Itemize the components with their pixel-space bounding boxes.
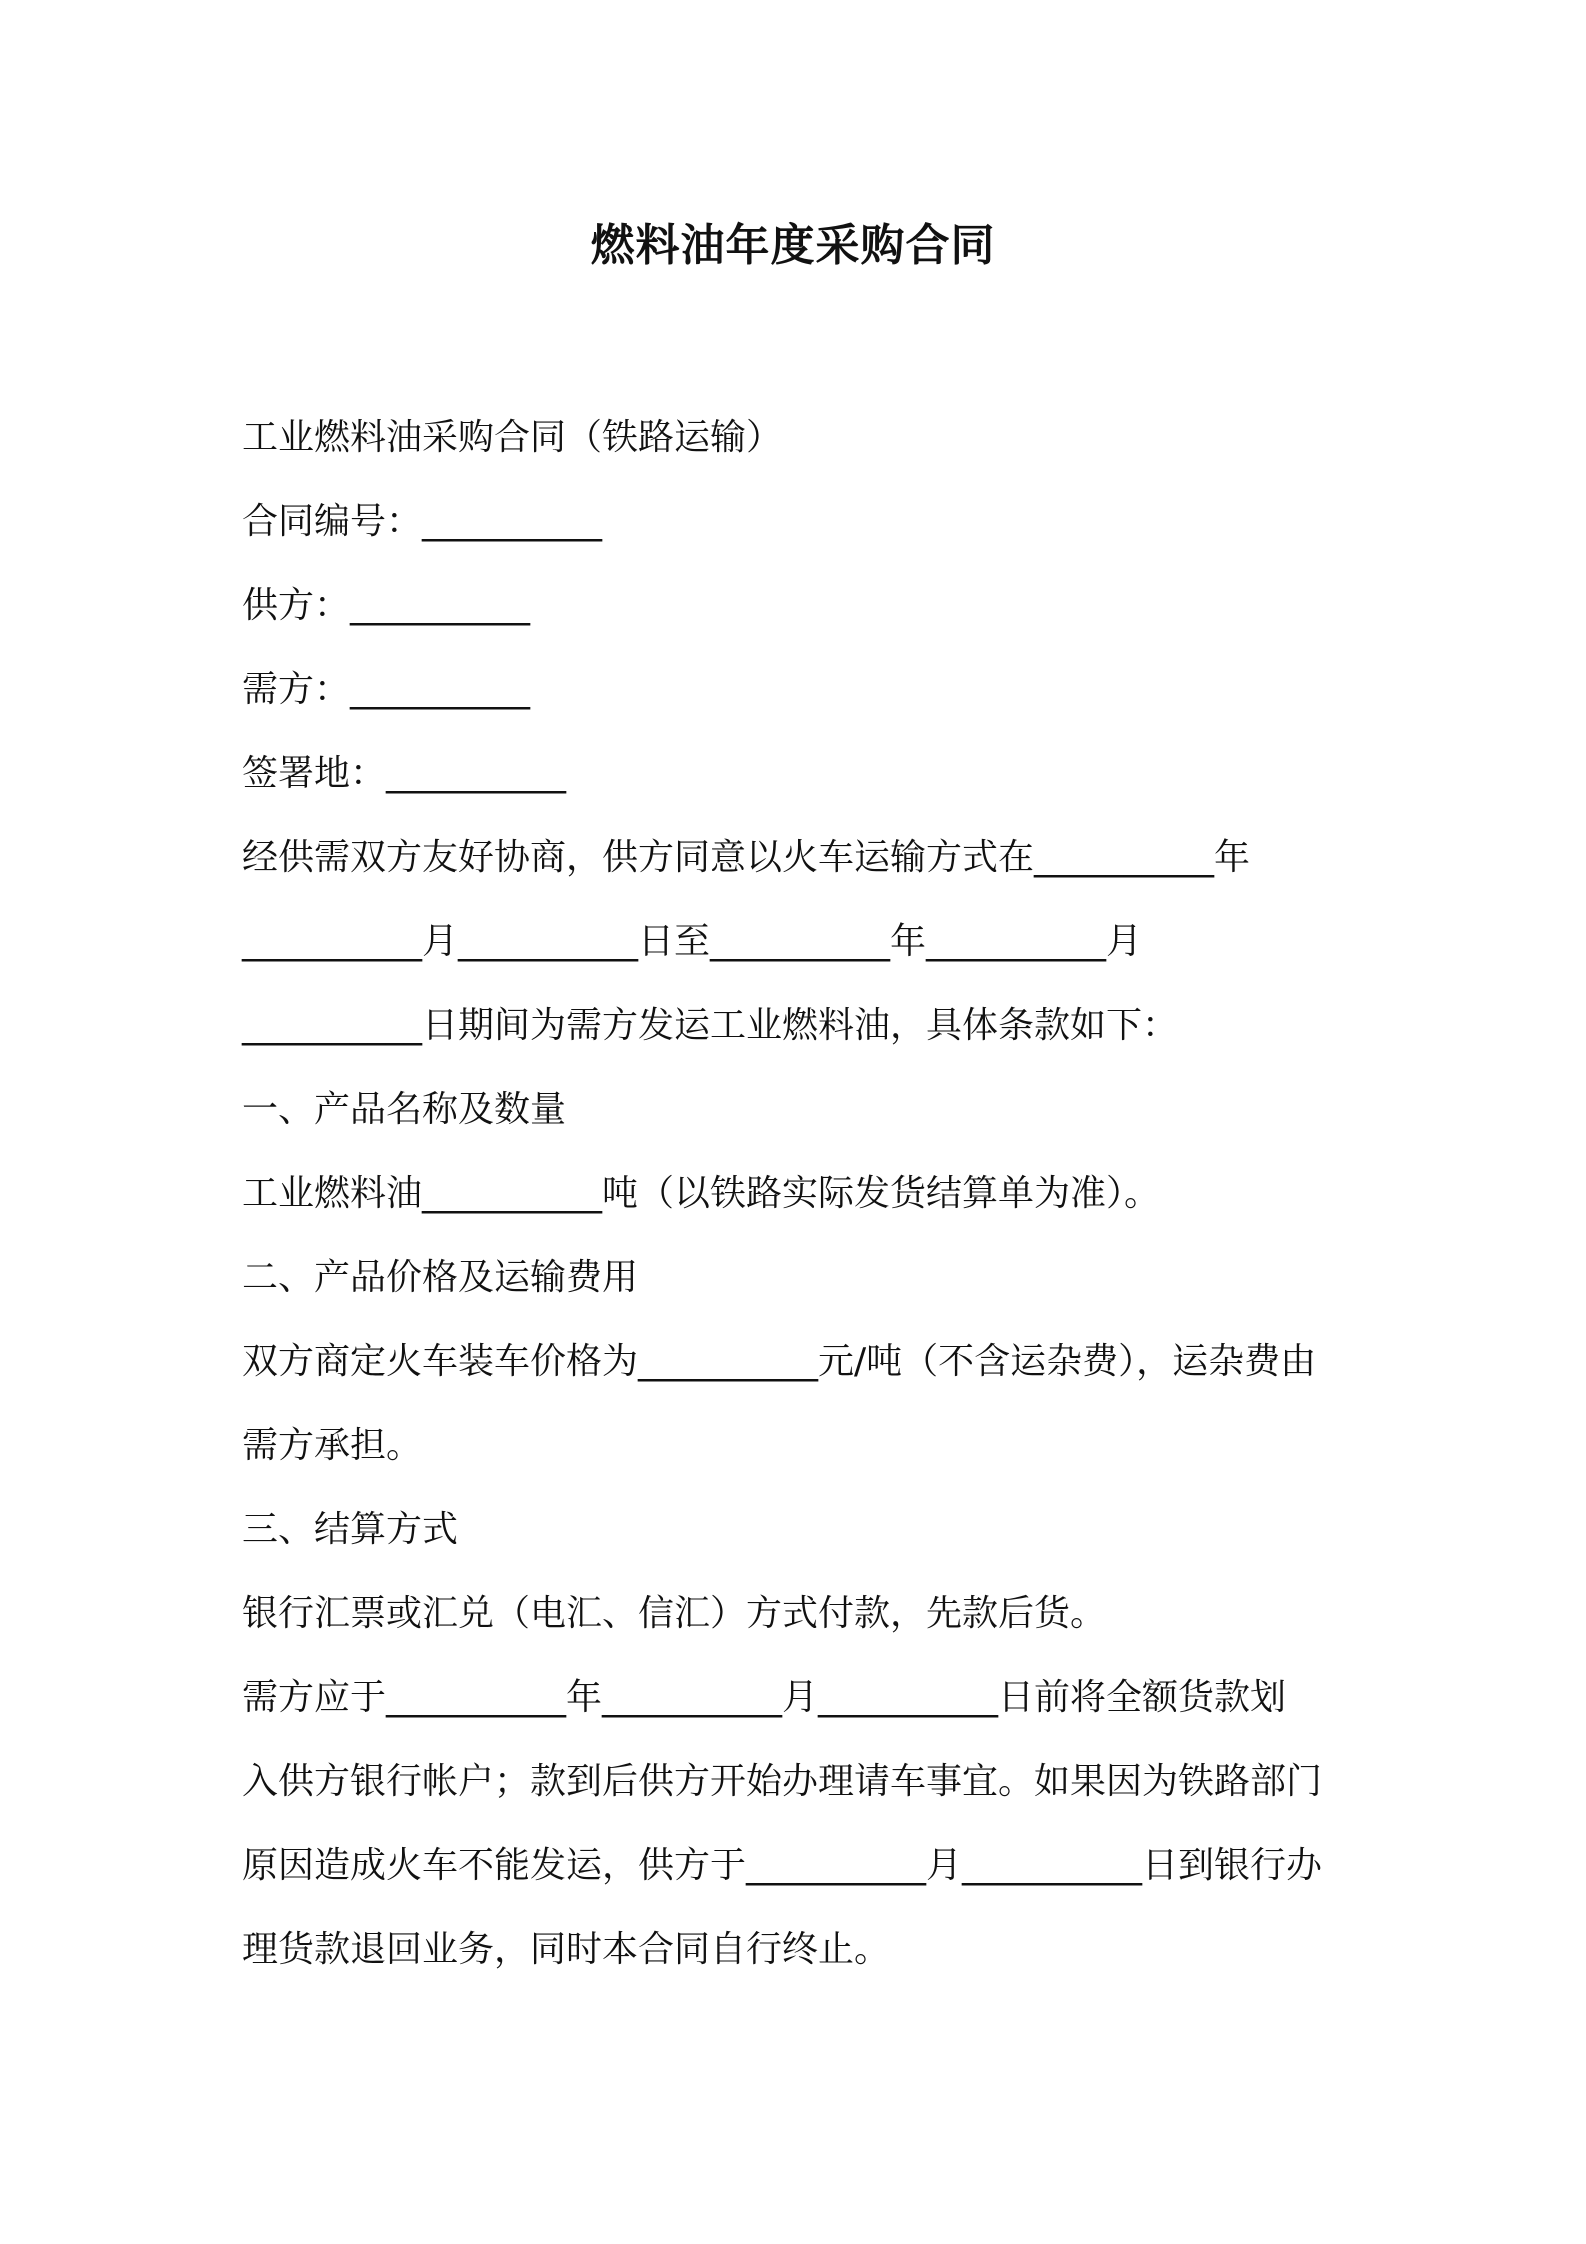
preamble-line-2: __________月__________日至__________年__________月 [242,921,1142,962]
supplier-field: 供方：__________ [242,585,531,626]
contract-number-field: 合同编号：__________ [242,501,603,542]
section-3-body-line-3: 入供方银行帐户；款到后供方开始办理请车事宜。如果因为铁路部门 [242,1761,1323,1802]
section-heading-1: 一、产品名称及数量 [242,1089,567,1130]
section-3-body-line-5: 理货款退回业务，同时本合同自行终止。 [242,1929,891,1970]
section-2-body-line-2: 需方承担。 [242,1425,423,1466]
document-title: 燃料油年度采购合同 [590,220,996,271]
section-3-body-line-4: 原因造成火车不能发运，供方于__________月__________日到银行办 [242,1845,1323,1886]
buyer-field: 需方：__________ [242,669,531,710]
preamble-line-3: __________日期间为需方发运工业燃料油，具体条款如下： [242,1005,1179,1046]
section-3-body-line-2: 需方应于__________年__________月__________日前将全额货款划 [242,1677,1287,1718]
section-1-body: 工业燃料油__________吨（以铁路实际发货结算单为准）。 [242,1173,1161,1214]
section-3-body-line-1: 银行汇票或汇兑（电汇、信汇）方式付款，先款后货。 [242,1593,1107,1634]
section-2-body-line-1: 双方商定火车装车价格为__________元/吨（不含运杂费），运杂费由 [242,1341,1317,1382]
section-heading-3: 三、结算方式 [242,1509,459,1550]
section-heading-2: 二、产品价格及运输费用 [242,1257,639,1298]
preamble-line-1: 经供需双方友好协商，供方同意以火车运输方式在__________年 [242,837,1251,878]
signing-place-field: 签署地：__________ [242,753,567,794]
contract-subtitle: 工业燃料油采购合同（铁路运输） [242,417,783,458]
